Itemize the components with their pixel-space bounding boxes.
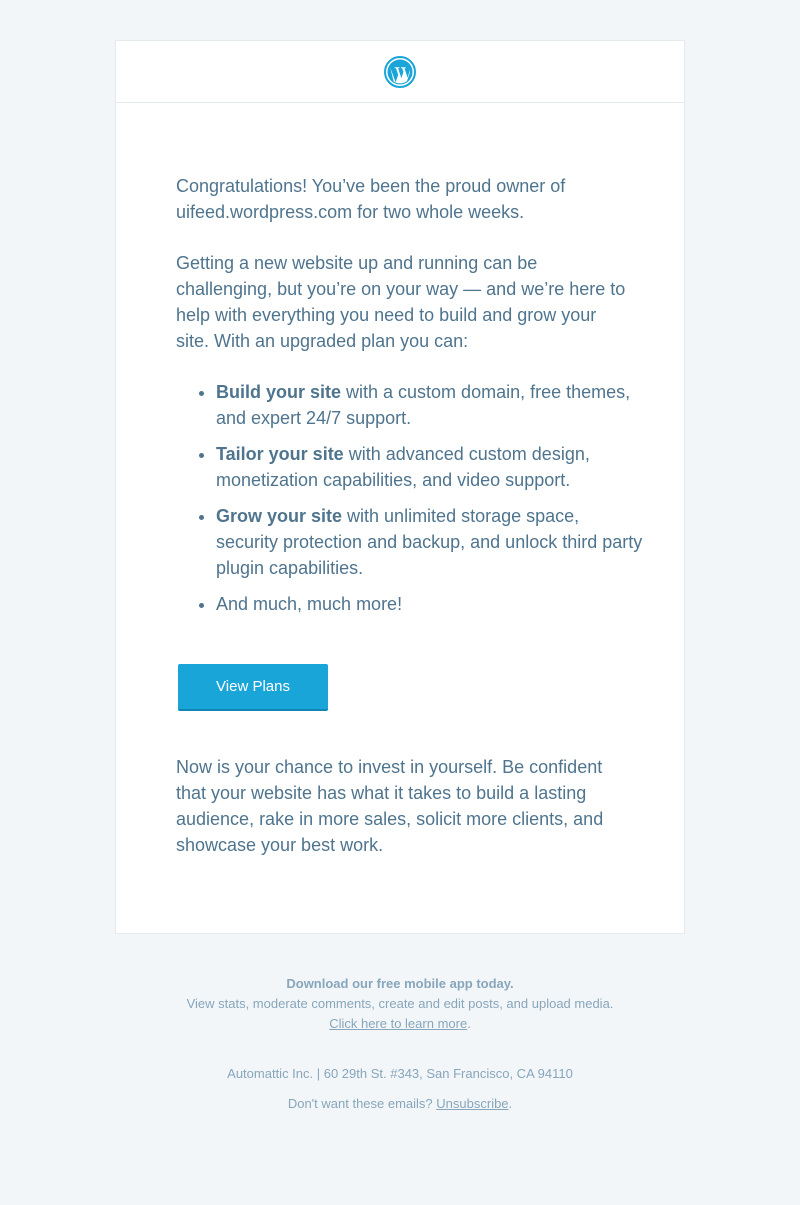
learn-more-line [0,1014,800,1034]
app-promo-description: View stats, moderate comments, create and edit posts, and upload media. [186,996,614,1011]
intro-paragraph: Congratulations! You’ve been the proud owner of uifeed.wordpress.com for two whole weeks. [176,176,566,222]
benefit-text: with unlimited storage space, security protection and backup, and unlock third party plugin capabilities. [216,506,643,578]
benefit-title: Tailor your site [216,444,344,464]
benefit-title: Build your site [216,382,342,402]
list-item [216,591,646,617]
list-item [216,503,646,581]
unsubscribe-prefix: Don't want these emails? [287,1096,437,1111]
email-card [115,40,685,934]
app-promo-title: Download our free mobile app today. [286,976,514,991]
list-item [216,379,646,431]
unsubscribe-link[interactable]: Unsubscribe [436,1096,509,1111]
closing-paragraph: Now is your chance to invest in yourself. Be confident that your website has what it takes to build a lasting audience, rake in more sales, solicit more clients, and showcase your best work. [176,757,604,855]
lead-paragraph: Getting a new website up and running can be challenging, but you’re on your way — and we’re here to help with everything you need to build and grow your site. With an upgraded plan you can: [176,253,626,351]
learn-more-link[interactable]: Click here to learn more [329,1016,468,1031]
benefits-list [176,379,646,627]
email-footer [0,974,800,1114]
email-body [116,41,684,855]
company-address: Automattic Inc. | 60 29th St. #343, San Francisco, CA 94110 [227,1066,573,1081]
view-plans-button[interactable]: View Plans [178,664,328,711]
benefit-text: with a custom domain, free themes, and expert 24/7 support. [216,382,631,428]
benefit-text: with advanced custom design, monetization capabilities, and video support. [216,444,590,490]
list-item [216,441,646,493]
unsubscribe-line [0,1094,800,1114]
benefit-title: Grow your site [216,506,343,526]
unsubscribe-suffix: . [508,1096,513,1111]
benefit-text: And much, much more! [216,594,403,614]
learn-more-suffix: . [467,1016,471,1031]
